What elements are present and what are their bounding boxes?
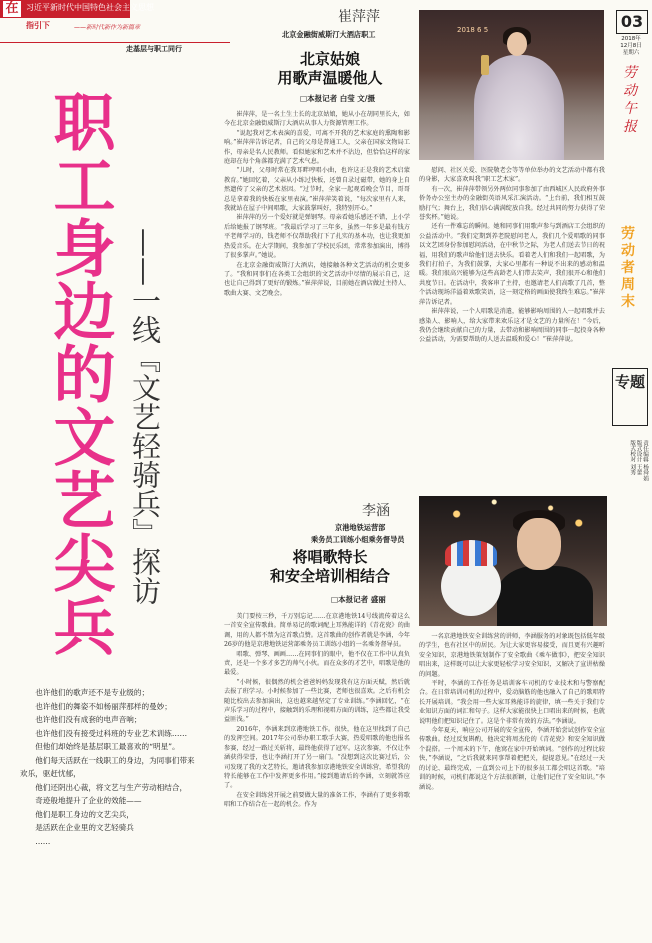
page-subtitle: ——一线『文艺轻骑兵』探访 xyxy=(128,228,162,605)
editor-credits xyxy=(616,440,648,512)
article1-byline: □本报记者 白莹 文/摄 xyxy=(300,94,376,103)
page-number: 03 xyxy=(616,10,648,34)
photo-date-stamp: 2018 6 5 xyxy=(457,26,489,34)
article1-paragraph: 有一次，崔萍萍带领另外两位同事参加了由西城区人民政府外事侨务办公室主办的金融街英语风采汇演活动。“上台前，我们相互鼓励打气；舞台上，我们信心满满绽放自我。经过共同的努力获得了荣誉奖杯。”她说。 xyxy=(419,185,605,222)
poem-line: …… xyxy=(35,836,51,846)
poem-line: 也许他们没有接受过科班的专业艺术训练…… xyxy=(35,728,188,738)
article1-column2 xyxy=(419,166,605,345)
intro-poem xyxy=(20,686,198,848)
editor-line: 版式校对 刘秀 xyxy=(629,440,636,476)
article2-paragraph: 在安全训练营开展之前要做大量的准备工作，李涵有了更多将歌唱和工作结合在一起的机会。作为 xyxy=(224,791,410,809)
section-name: 劳动者周末 xyxy=(621,226,635,310)
editor-line: 责任编辑 杨舜娟 xyxy=(642,440,648,481)
article2-paragraph: “小时候，很偶然的机会爸爸妈妈发现我有这方面天赋，然后就去报了班学习。小时候参加了一些比赛，老师也很喜欢。之后有机会随比校出去参加演出，这也越来越坚定了专业训练。”李涵回忆，“在声乐学习的过程中，接触到的乐理和视唱方面的训练，这些都让我受益匪浅。” xyxy=(224,678,410,724)
article1-headline-line: 用歌声温暖他人 xyxy=(277,69,383,87)
article2-paragraph: 今年夏天，响应公司开展的安全宣传，李涵开始尝试创作安全宣传歌曲。经过反复斟酌，他决定将周杰伦的《青花瓷》和安全知识做个混搭。一个周末的下午，他窝在家中开始填词。“创作的过程比较快，”李涵说，“之后我就来同事帮着把把关，提提意见。”在经过一天的讨论、最终完成，一直到公司上下的很多员工都会唱这首歌。“培训的时候，司机们都说这个方法很新颖，让他们记住了安全知识。”李涵说。 xyxy=(419,727,605,791)
poem-line: 他们每天活跃在一线职工的身边，为同事们带来欢乐，驱赶忧郁， xyxy=(20,755,195,778)
article2-paragraph: 一名京港地铁安全训练营的讲师，李涵服务的对象既包括低年级的学生，也有社区中的居民。为让大家更容易接受，而且更有兴趣听安全知识，京港地铁策划制作了安全歌曲《乘车做事》，把安全知识唱出来，这样既可以让大家更轻松学习安全知识，又解决了宣讲枯燥的问题。 xyxy=(419,633,605,678)
article1-paragraph: “说起我对艺术表演的喜爱，可离不开我的艺术家庭的熏陶和影响。”崔萍萍告诉记者，自己的父母是普通工人，父亲在国家文物局工作，母亲是名人民教师。看似她家和艺术并不沾边，但恰恰这样的家庭却在每个角落都充满了艺术气息。 xyxy=(224,129,410,166)
article1-column1 xyxy=(224,110,410,298)
header-line1: 习近平新时代中国特色社会主义思想 xyxy=(26,3,154,12)
column-label: 走基层与职工同行 xyxy=(126,45,182,53)
article1-paragraph: 崔萍萍，是一名土生土长的北京姑娘，她从小在胡同里长大，如今在北京金融街威斯汀大酒店从事人力资源管理工作。 xyxy=(224,111,410,128)
article1-paragraph: 崔萍萍的另一个爱好就是弹钢琴。母亲看她乐感还不错，上小学后给她报了钢琴班。“我最后学习了三年多，虽然一年多是最有钱方平老师学习的，钱老师不仅帮助我打下了扎实的基本功，也让我更加热爱音乐。在大学期间，我参加了学校民乐团，常常参加演出，博得了很多掌声。”她说。 xyxy=(224,214,410,260)
article2-paragraph: 平时，李涵的工作任务是培训客车司机的专业技术和与警察配合。在日常培训司机的过程中，爱动脑筋的他也融入了自己的歌唱特长开展培训。“我会用一些大家耳熟能详的旋律，填一些关于我们专业知识方面的词汇和句子。这样大家能很快上口唱出来的时候，也就说明他们把知识记住了。这是个非常有效的方法。”李涵说。 xyxy=(419,680,605,725)
article1-paragraph: 还有一件难忘的瞬间。她和同事们用歌声参与到酒店工会组织的公益活动中。“我们定期到养老院慰问老人，我们几个爱唱歌的同事以文艺团身份参加慰问活动，在中秋节之际，为老人们送去节日的祝福，用我们的歌声给他们送去快乐。看着老人们和我们一起唱歌，为我们打拍子，为我们鼓掌，大家心里都有一种说不出来的感动和温暖。我们很高兴能够为这些高龄老人们带去笑声，我们很开心和他们共度节日。在活动中，我客串了主持，也邀请老人们高歌了几首，整个活动现场洋溢着欢歌笑语，这一刻定格的画面使我终生难忘。”崔萍萍告诉记者。 xyxy=(419,223,605,306)
article2-role: 京港地铁运营部 xyxy=(335,523,386,532)
article2-byline: □本报记者 盛丽 xyxy=(331,595,386,604)
poem-line: 也许他们的歌声还不是专业级的； xyxy=(35,688,150,697)
editor-line: 版式设计 王蕾 xyxy=(635,440,642,476)
article2-column2 xyxy=(419,632,605,792)
article1-paragraph: 在北京金融街威斯汀大酒店，她接触各种文艺活动的机会更多了。“我和同事们在各类工会组织的文艺活动中尽情的展示自己，这也让自己得到了更好的锻炼。”崔萍萍说，目前她在酒店做过主持人、歌曲大赛、文艺晚会。 xyxy=(224,261,410,297)
poem-line: 也许他们没有成套的电声音响； xyxy=(35,715,142,724)
header-line2: 指引下 xyxy=(26,21,50,30)
date-line: 12月8日 xyxy=(620,43,642,49)
poem-line: 他们还阴出心裁，将文艺与生产劳动相结合， xyxy=(35,782,188,792)
poem-line: 是活跃在企业里的文艺轻骑兵 xyxy=(35,823,134,832)
newspaper-logo: 劳动午报 xyxy=(623,65,637,135)
article2-paragraph: 2016年，李涵来到京港地铁工作。很快，他在这里找到了自己的发挥空间。2017年公司举办职工歌手大赛，热爱唱歌的他也报名参赛，经过一路过关斩将，最终他获得了冠军。这次参赛，不仅让李涵获得荣誉，也让李涵打开了另一扇门。“没想到这次比赛过后，公司发现了我的文艺特长，邀请我参加京港地铁安全训练营，希望我的特长能够在工作中发挥更多作用。”接到邀请后的李涵，立刻就答应了。 xyxy=(224,725,410,790)
article1-paragraph: 慰问、社区关爱、医院敬老会等等单位举办的文艺活动中都有我的身影，大家喜欢叫我“职工艺术家”。 xyxy=(419,167,605,184)
article2-role: 乘务员工训练小组乘务督导员 xyxy=(311,535,405,544)
article1-headline-line: 北京姑娘 xyxy=(299,50,360,68)
article2-photo xyxy=(419,496,607,626)
article1-headline xyxy=(255,50,405,88)
article2-name: 李涵 xyxy=(362,503,390,519)
article2-paragraph: 美门要按三秒，千万别忘记……在京港地铁14号线流传着这么一首安全宣传歌曲。简单易记的歌词配上耳熟能详的《青花瓷》的曲调，用的人都不禁为这首歌点赞。这首歌曲的创作者就是李涵，今年26岁的他是京港地铁运营部乘务员工训练小组的一名乘务督导员。 xyxy=(224,613,410,649)
poem-line: 也许他们的舞姿不如杨丽萍那样的曼妙； xyxy=(35,701,172,711)
article1-paragraph: 崔萍萍说，一个人唱歌是消遣，能够影响周围的人一起唱歌并去感染人、影响人，给大家带来欢乐这才是文艺的力量所在！“今后，我仍会继续贡献自己的力量，去带动和影响周围的同事一起投身各种公益活动，为需要帮助的人送去温暖和爱心！”崔萍萍说。 xyxy=(419,308,605,344)
article2-headline-line: 将唱歌特长 xyxy=(292,548,368,566)
header-mark: 在 xyxy=(3,1,21,17)
date-line: 星期六 xyxy=(622,50,640,56)
article2-headline-line: 和安全培训相结合 xyxy=(269,567,390,585)
article2-column1 xyxy=(224,612,410,810)
header-divider xyxy=(0,42,230,43)
article2-headline xyxy=(245,548,415,586)
poem-line: 他们是职工身边的文艺尖兵， xyxy=(35,809,134,819)
article1-name: 崔萍萍 xyxy=(338,9,380,25)
article2-paragraph: 唱歌、弹琴、画画……在同事们的眼中，他不仅在工作中认真负责，还是一个多才多艺的帅气小伙。而在众多的才艺中，唱歌是他的最爱。 xyxy=(224,650,410,677)
poem-line: 但他们却始终是基层职工最喜欢的“明星”。 xyxy=(35,742,180,751)
page-title: 职工身边的文艺尖兵 xyxy=(43,90,116,657)
article1-photo xyxy=(419,10,604,160)
article1-role: 北京金融街威斯汀大酒店职工 xyxy=(282,30,376,39)
date-line: 2018年 xyxy=(621,36,641,42)
article1-paragraph: “儿时，父母时常在我耳畔哼唱小曲，也许这正是我的艺术启蒙教育。”她回忆着，父亲从小练过快板，还曾自录过磁带，她的身上自然遗传了父亲的艺术基因。“过节时，全家一起观看晚会节目，哥哥总是拿着我的快板在家里表演。”崔萍萍笑着说，“每次家里有人来，我就站在屋子中间唱歌，大家鼓掌叫好，我特别开心。” xyxy=(224,167,410,213)
topic-badge: 专题 xyxy=(612,368,648,426)
issue-date xyxy=(614,36,648,57)
poem-line: 奇迹般地提升了企业的效能—— xyxy=(35,796,142,805)
header-line3: ——新时代新作为新篇章 xyxy=(74,24,141,31)
